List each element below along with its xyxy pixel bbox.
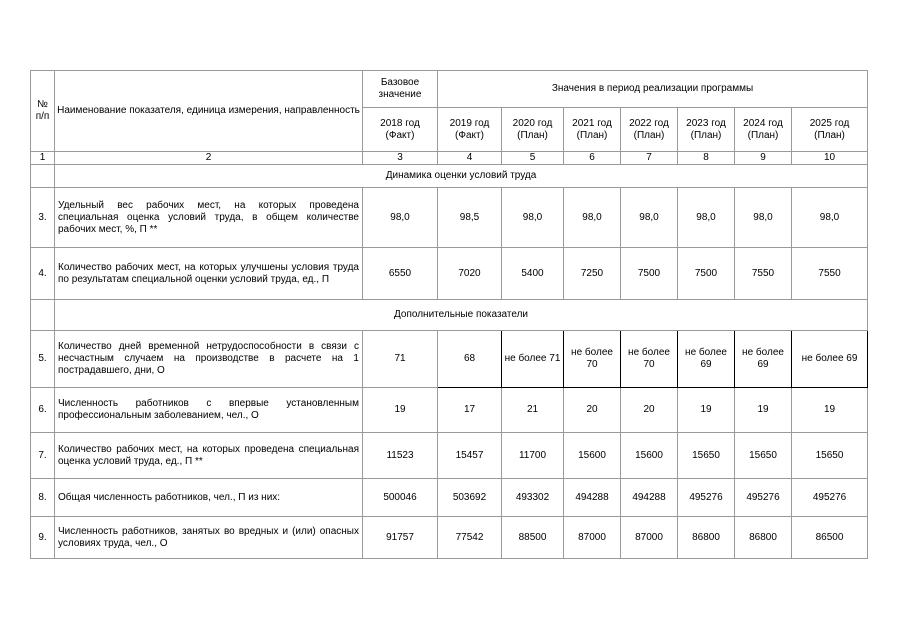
value-cell: 98,0 <box>792 188 868 248</box>
row-number: 5. <box>31 331 55 388</box>
indicator-name: Общая численность работников, чел., П из них: <box>55 479 363 517</box>
value-cell: 19 <box>678 388 735 433</box>
table-row <box>31 517 868 559</box>
value-cell: 15650 <box>792 433 868 479</box>
value-cell: 15600 <box>564 433 621 479</box>
table-row <box>31 331 868 388</box>
value-cell: 7020 <box>438 248 502 300</box>
column-number: 5 <box>502 152 564 165</box>
value-cell: 7500 <box>621 248 678 300</box>
row-number: 4. <box>31 248 55 300</box>
row-number: 9. <box>31 517 55 559</box>
table-row <box>31 479 868 517</box>
value-cell: 15650 <box>678 433 735 479</box>
row-number: 8. <box>31 479 55 517</box>
value-cell: 17 <box>438 388 502 433</box>
period-header: Значения в период реализации программы <box>438 71 868 108</box>
column-number: 6 <box>564 152 621 165</box>
value-cell: 7550 <box>792 248 868 300</box>
section-spacer <box>31 165 55 188</box>
year-header: 2018 год (Факт) <box>363 108 438 152</box>
row-number: 7. <box>31 433 55 479</box>
section-spacer <box>31 300 55 331</box>
indicator-name: Удельный вес рабочих мест, на которых проведена специальная оценка условий труда, в общем количестве рабочих мест, %, П ** <box>55 188 363 248</box>
section-title: Дополнительные показатели <box>55 300 868 331</box>
table-row <box>31 248 868 300</box>
column-number: 2 <box>55 152 363 165</box>
value-cell: 77542 <box>438 517 502 559</box>
column-number: 3 <box>363 152 438 165</box>
value-cell: не более 71 <box>502 331 564 388</box>
value-cell: не более 70 <box>564 331 621 388</box>
value-cell: 19 <box>363 388 438 433</box>
value-cell: 98,0 <box>678 188 735 248</box>
value-cell: 87000 <box>564 517 621 559</box>
value-cell: 503692 <box>438 479 502 517</box>
num-header: № п/п <box>31 71 55 152</box>
indicator-name: Численность работников, занятых во вредных и (или) опасных условиях труда, чел., О <box>55 517 363 559</box>
value-cell: 493302 <box>502 479 564 517</box>
indicator-name: Количество рабочих мест, на которых улучшены условия труда по результатам специальной оценки условий труда, ед., П <box>55 248 363 300</box>
value-cell: 7500 <box>678 248 735 300</box>
value-cell: 7250 <box>564 248 621 300</box>
table-row <box>31 433 868 479</box>
value-cell: 495276 <box>735 479 792 517</box>
indicators-table <box>30 70 868 559</box>
value-cell: не более 69 <box>792 331 868 388</box>
value-cell: 15457 <box>438 433 502 479</box>
column-numbers-row <box>31 152 868 165</box>
value-cell: 7550 <box>735 248 792 300</box>
column-number: 8 <box>678 152 735 165</box>
value-cell: 87000 <box>621 517 678 559</box>
name-header: Наименование показателя, единица измерения, направленность <box>55 71 363 152</box>
value-cell: 19 <box>735 388 792 433</box>
indicator-name: Количество рабочих мест, на которых проведена специальная оценка условий труда, ед., П ** <box>55 433 363 479</box>
year-header: 2019 год (Факт) <box>438 108 502 152</box>
year-header: 2024 год (План) <box>735 108 792 152</box>
year-header: 2020 год (План) <box>502 108 564 152</box>
value-cell: 11523 <box>363 433 438 479</box>
column-number: 9 <box>735 152 792 165</box>
value-cell: 86500 <box>792 517 868 559</box>
value-cell: 98,5 <box>438 188 502 248</box>
year-header: 2025 год (План) <box>792 108 868 152</box>
column-number: 7 <box>621 152 678 165</box>
value-cell: не более 69 <box>678 331 735 388</box>
indicator-name: Численность работников с впервые установленным профессиональным заболеванием, чел., О <box>55 388 363 433</box>
value-cell: 15600 <box>621 433 678 479</box>
section-row <box>31 165 868 188</box>
value-cell: 11700 <box>502 433 564 479</box>
section-row <box>31 300 868 331</box>
value-cell: 68 <box>438 331 502 388</box>
value-cell: 91757 <box>363 517 438 559</box>
value-cell: 15650 <box>735 433 792 479</box>
value-cell: 6550 <box>363 248 438 300</box>
value-cell: 98,0 <box>564 188 621 248</box>
section-title: Динамика оценки условий труда <box>55 165 868 188</box>
value-cell: 86800 <box>735 517 792 559</box>
value-cell: 495276 <box>678 479 735 517</box>
header-row <box>31 71 868 108</box>
value-cell: 495276 <box>792 479 868 517</box>
value-cell: 20 <box>621 388 678 433</box>
indicator-name: Количество дней временной нетрудоспособности в связи с несчастным случаем на производстве в расчете на 1 пострадавшего, дни, О <box>55 331 363 388</box>
value-cell: 21 <box>502 388 564 433</box>
year-header: 2021 год (План) <box>564 108 621 152</box>
value-cell: 98,0 <box>621 188 678 248</box>
value-cell: не более 69 <box>735 331 792 388</box>
value-cell: 494288 <box>564 479 621 517</box>
value-cell: 494288 <box>621 479 678 517</box>
value-cell: 20 <box>564 388 621 433</box>
value-cell: 500046 <box>363 479 438 517</box>
column-number: 1 <box>31 152 55 165</box>
row-number: 6. <box>31 388 55 433</box>
value-cell: 19 <box>792 388 868 433</box>
value-cell: 88500 <box>502 517 564 559</box>
base-value-header: Базовое значение <box>363 71 438 108</box>
row-number: 3. <box>31 188 55 248</box>
value-cell: 98,0 <box>363 188 438 248</box>
value-cell: 98,0 <box>502 188 564 248</box>
value-cell: 5400 <box>502 248 564 300</box>
column-number: 4 <box>438 152 502 165</box>
value-cell: не более 70 <box>621 331 678 388</box>
value-cell: 86800 <box>678 517 735 559</box>
column-number: 10 <box>792 152 868 165</box>
year-header: 2023 год (План) <box>678 108 735 152</box>
year-header: 2022 год (План) <box>621 108 678 152</box>
value-cell: 71 <box>363 331 438 388</box>
table-row <box>31 388 868 433</box>
table-row <box>31 188 868 248</box>
value-cell: 98,0 <box>735 188 792 248</box>
